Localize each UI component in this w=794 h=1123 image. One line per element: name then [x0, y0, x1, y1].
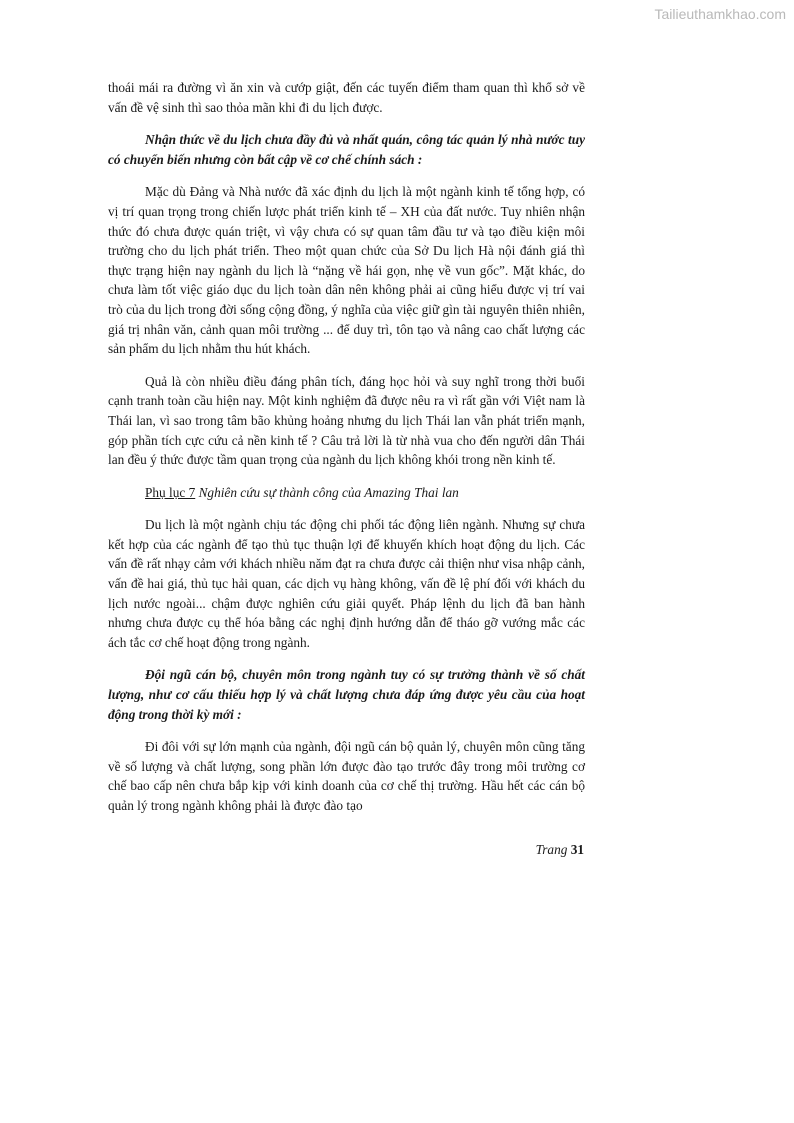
paragraph-thailand: Quả là còn nhiều điều đáng phân tích, đáng học hỏi và suy nghĩ trong thời buổi cạnh tranh toàn cầu hiện nay. Một kinh nghiệm đã được nêu ra vì rất gần với Việt nam là Thái lan, vì sao trong tâm bão khủng hoảng nhưng du lịch Thái lan vẫn phát triển mạnh, góp phần tích cực cứu cả nền kinh tế ? Câu trả lời là từ nhà vua cho đến người dân Thái lan đều ý thức được tầm quan trọng của ngành du lịch không khói trong nền kinh tế. — [108, 373, 585, 468]
appendix-label: Phụ lục 7 — [145, 484, 196, 500]
page-footer — [536, 842, 584, 858]
paragraph-continuation: thoái mái ra đường vì ăn xin và cướp giật, đến các tuyến điểm tham quan thì khổ sở về vấn đề vệ sinh thì sao thỏa mãn khi đi du lịch được. — [108, 80, 585, 115]
appendix-reference — [108, 483, 585, 503]
page-label: Trang — [535, 842, 568, 857]
paragraph-coordination: Du lịch là một ngành chịu tác động chi phối tác động liên ngành. Nhưng sự chưa kết hợp của các ngành để tạo thủ tục thuận lợi để khuyến khích hoạt động du lịch. Các vấn đề rất nhạy cảm với khách nhiều năm đạt ra chưa được cải thiện như visa nhập cảnh, vấn đề hai giá, thủ tục hải quan, các dịch vụ hàng không, vấn đề lệ phí đối với khách du lịch nước ngoài... chậm được nghiên cứu giải quyết. Pháp lệnh du lịch đã ban hành nhưng chưa được cụ thể hóa bằng các nghị định hướng dẫn để tháo gỡ vướng mắc các ách tắc cơ chế hoạt động trong ngành. — [108, 517, 585, 650]
appendix-title: Nghiên cứu sự thành công của Amazing Thai lan — [198, 484, 459, 500]
paragraph-awareness: Mặc dù Đảng và Nhà nước đã xác định du lịch là một ngành kinh tế tổng hợp, có vị trí quan trọng trong chiến lược phát triển kinh tế – XH của đất nước. Tuy nhiên nhận thức đó chưa được quán triệt, vì vậy chưa có sự quan tâm đầu tư và tạo điều kiện môi trường cho du lịch phát triển. Theo một quan chức của Sở Du lịch Hà nội đánh giá thì thực trạng hiện nay ngành du lịch là “nặng về hái gọn, nhẹ về vun gốc”. Mặt khác, do chưa làm tốt việc giáo dục du lịch toàn dân nên không phải ai cũng hiểu được vị trí vai trò của du lịch trong đời sống cộng đồng, ý nghĩa của việc giữ gìn tài nguyên thiên nhiên, giá trị nhân văn, cảnh quan môi trường ... để duy trì, tôn tạo và nâng cao chất lượng các sản phẩm du lịch nhằm thu hút khách. — [108, 184, 585, 357]
page-number: 31 — [570, 842, 584, 857]
page-body — [108, 78, 585, 816]
section-heading-staff: Đội ngũ cán bộ, chuyên môn trong ngành tuy có sự trưởng thành về số chất lượng, như cơ cấu thiếu hợp lý và chất lượng chưa đáp ứng được yêu cầu của hoạt động trong thời kỳ mới : — [108, 667, 585, 722]
section-heading-awareness: Nhận thức về du lịch chưa đầy đủ và nhất quán, công tác quản lý nhà nước tuy có chuyển biến nhưng còn bất cập về cơ chế chính sách : — [108, 132, 585, 167]
paragraph-staff: Đi đôi với sự lớn mạnh của ngành, đội ngũ cán bộ quản lý, chuyên môn cũng tăng về số lượng và chất lượng, song phần lớn được đào tạo trước đây trong môi trường cơ chế bao cấp nên chưa bắp kịp với kinh doanh của cơ chế thị trường. Hầu hết các cán bộ quản lý trong ngành không phải là được đào tạo — [108, 739, 585, 813]
watermark: Tailieuthamkhao.com — [654, 6, 786, 22]
